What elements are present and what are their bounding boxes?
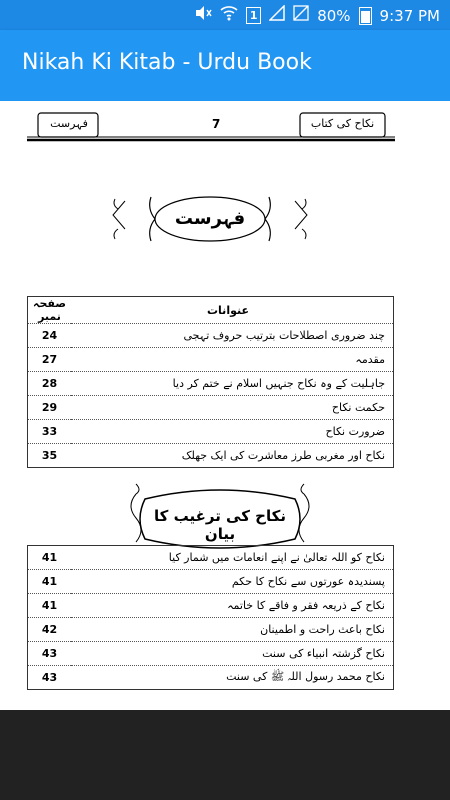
battery-percent: 80%: [317, 6, 351, 25]
table-row[interactable]: [28, 666, 394, 690]
bottom-bar: [0, 710, 450, 800]
row-page: 35: [28, 444, 72, 468]
col-page-header: صفحہ نمبر: [28, 297, 72, 324]
table-header-row: [28, 297, 394, 324]
row-title: نکاح گزشتہ انبیاء کی سنت: [71, 642, 394, 666]
header-section-label: فہرست: [50, 117, 88, 130]
contents-heading: فہرست: [174, 208, 246, 229]
row-page: 43: [28, 642, 72, 666]
table-row[interactable]: [28, 570, 394, 594]
header-page-number: 7: [212, 117, 221, 131]
app-bar: [0, 30, 450, 101]
row-title: مقدمہ: [71, 348, 394, 372]
row-page: 33: [28, 420, 72, 444]
clock: 9:37 PM: [379, 6, 440, 25]
table-row[interactable]: [28, 594, 394, 618]
table-row[interactable]: [28, 324, 394, 348]
table-row[interactable]: [28, 546, 394, 570]
row-page: 28: [28, 372, 72, 396]
contents-table: [27, 296, 394, 468]
table-row[interactable]: [28, 444, 394, 468]
status-bar: [0, 0, 450, 30]
row-page: 29: [28, 396, 72, 420]
section2-table: [27, 545, 394, 690]
row-page: 27: [28, 348, 72, 372]
row-title: چند ضروری اصطلاحات بترتیب حروف تہجی: [71, 324, 394, 348]
col-titles-header: عنوانات: [71, 297, 394, 324]
row-title: نکاح اور مغربی طرز معاشرت کی ایک جھلک: [71, 444, 394, 468]
mute-icon: [194, 5, 212, 26]
row-title: نکاح باعث راحت و اطمینان: [71, 618, 394, 642]
row-title: نکاح کے ذریعہ فقر و فاقے کا خاتمہ: [71, 594, 394, 618]
row-page: 41: [28, 570, 72, 594]
row-page: 42: [28, 618, 72, 642]
row-page: 41: [28, 546, 72, 570]
book-page[interactable]: [0, 101, 450, 710]
no-signal-icon: [293, 5, 309, 26]
wifi-icon: [220, 5, 238, 26]
status-icons: [194, 5, 440, 26]
row-title: نکاح کو اللہ تعالیٰ نے اپنے انعامات میں شمار کیا: [71, 546, 394, 570]
app-title: Nikah Ki Kitab - Urdu Book: [22, 50, 312, 75]
table-row[interactable]: [28, 420, 394, 444]
row-title: نکاح محمد رسول اللہ ﷺ کی سنت: [71, 666, 394, 690]
table-row[interactable]: [28, 642, 394, 666]
signal-icon: [269, 5, 285, 26]
table-row[interactable]: [28, 396, 394, 420]
row-page: 41: [28, 594, 72, 618]
row-page: 43: [28, 666, 72, 690]
table-row[interactable]: [28, 348, 394, 372]
header-book-title: نکاح کی کتاب: [310, 117, 375, 130]
table-row[interactable]: [28, 618, 394, 642]
row-page: 24: [28, 324, 72, 348]
row-title: حکمت نکاح: [71, 396, 394, 420]
section2-heading: نکاح کی ترغیب کا بیان: [154, 507, 286, 543]
sim-icon: 1: [246, 7, 261, 24]
row-title: جاہلیت کے وہ نکاح جنہیں اسلام نے ختم کر دیا: [71, 372, 394, 396]
row-title: ضرورت نکاح: [71, 420, 394, 444]
battery-icon: [359, 7, 372, 25]
row-title: پسندیدہ عورتوں سے نکاح کا حکم: [71, 570, 394, 594]
table-row[interactable]: [28, 372, 394, 396]
